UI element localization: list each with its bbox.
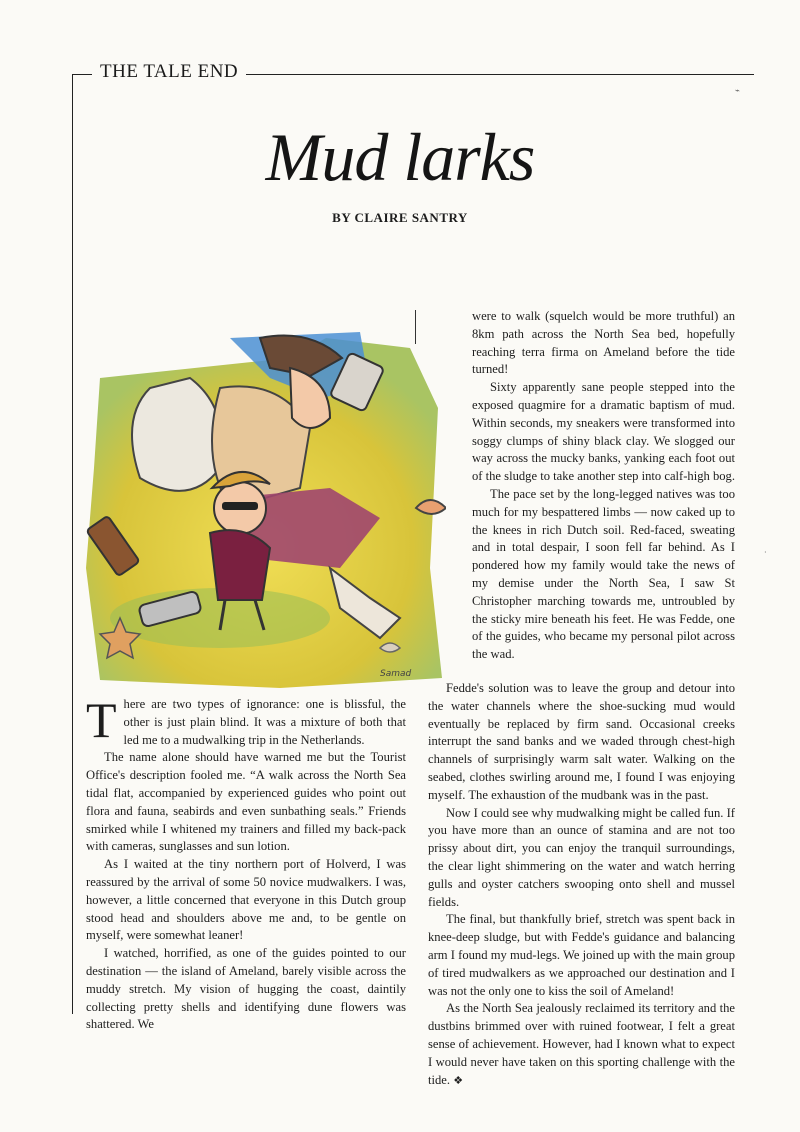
- wide-right-column: [428, 680, 735, 1090]
- illustration: [80, 318, 446, 694]
- paragraph: As I waited at the tiny northern port of Holverd, I was reassured by the arrival of some 50 novice mudwalkers. I was, however, a little concerned that everyone in this Dutch group stood head and shoulders above me and, to be gentle on myself, were somewhat leaner!: [86, 857, 406, 943]
- drop-cap: T: [86, 692, 117, 748]
- paragraph: Now I could see why mudwalking might be called fun. If you have more than an ounce of stamina and are not too prissy about dirt, you can enjoy the tranquil surroundings, the clear light shimmering on the water and watch herring gulls and oyster catchers swooping onto shell and mussel fields.: [428, 805, 735, 909]
- article-title: Mud larks: [265, 119, 535, 195]
- scan-mark: ·: [764, 548, 767, 557]
- paragraph: The pace set by the long-legged natives was too much for my bespattered limbs — now caked up to the knees in rich Dutch soil. Red-faced, sweating and in total despair, I soon fell far behind. As I pondered how my family would take the news of my demise under the North Sea, I saw St Christopher marching towards me, untroubled by the sticky mire beneath his feet. He was Fedde, one of the guides, who became my personal pilot across the wad.: [472, 486, 735, 662]
- paragraph: The name alone should have warned me but the Tourist Office's description fooled me. “A walk across the North Sea tidal flat, accompanied by experienced guides who point out flora and fauna, seabirds and even sunbathing seals.” Friends smirked while I whitened my trainers and filled my back-pack with cameras, sunglasses and sun lotion.: [86, 750, 406, 854]
- article-byline: BY CLAIRE SANTRY: [332, 210, 468, 225]
- right-column: [472, 308, 735, 664]
- left-column: [86, 692, 406, 1034]
- paragraph-text: As the North Sea jealously reclaimed its territory and the dustbins brimmed over with ruined footwear, I felt a great sense of achievement. However, had I known what to expect I would never have taken on this sporting challenge with the tide.: [428, 1001, 735, 1087]
- scan-mark: ⌁: [735, 86, 740, 95]
- paragraph: The final, but thankfully brief, stretch was spent back in knee-deep sludge, but with Fedde's guidance and balancing arm I found my mud-legs. We joined up with the main group of tired mudwalkers as we approached our destination and I was not the only one to kiss the soil of Ameland!: [428, 912, 735, 998]
- paragraph: I watched, horrified, as one of the guides pointed to our destination — the island of Ameland, barely visible across the muddy stretch. My vision of hugging the coast, daintily collecting pretty shells and identifying dune flowers was shattered. We: [86, 946, 406, 1032]
- paragraph: were to walk (squelch would be more truthful) an 8km path across the North Sea bed, hopefully reaching terra firma on Ameland before the tide turned!: [472, 309, 735, 377]
- end-mark: ❖: [453, 1074, 464, 1087]
- first-paragraph: [86, 692, 406, 749]
- paragraph: [428, 1000, 735, 1090]
- illustration-signature: Samad: [380, 669, 412, 679]
- paragraph: Sixty apparently sane people stepped into the exposed quagmire for a dramatic baptism of mud. Within seconds, my sneakers were transformed into soggy clumps of shiny black clay. We slogged our way across the mucky banks, yanking each foot out of the sludge to take another step into calf-high bog.: [472, 380, 735, 484]
- paragraph: Fedde's solution was to leave the group and detour into the water channels where the shoe-sucking mud would eventually be replaced by firm sand. Occasional creeks interrupt the sand banks and we waded through chest-high channels of surprisingly warm salt water. Walking on the seabed, clothes swirling around me, I found I was enjoying myself. The exhaustion of the mudbank was in the past.: [428, 681, 735, 802]
- child-sunglasses: [222, 502, 258, 510]
- child-body: [210, 530, 270, 600]
- section-label: THE TALE END: [92, 61, 246, 83]
- paragraph-text: here are two types of ignorance: one is blissful, the other is just plain blind. It was a mixture of both that led me to a mudwalking trip in the Netherlands.: [123, 697, 406, 747]
